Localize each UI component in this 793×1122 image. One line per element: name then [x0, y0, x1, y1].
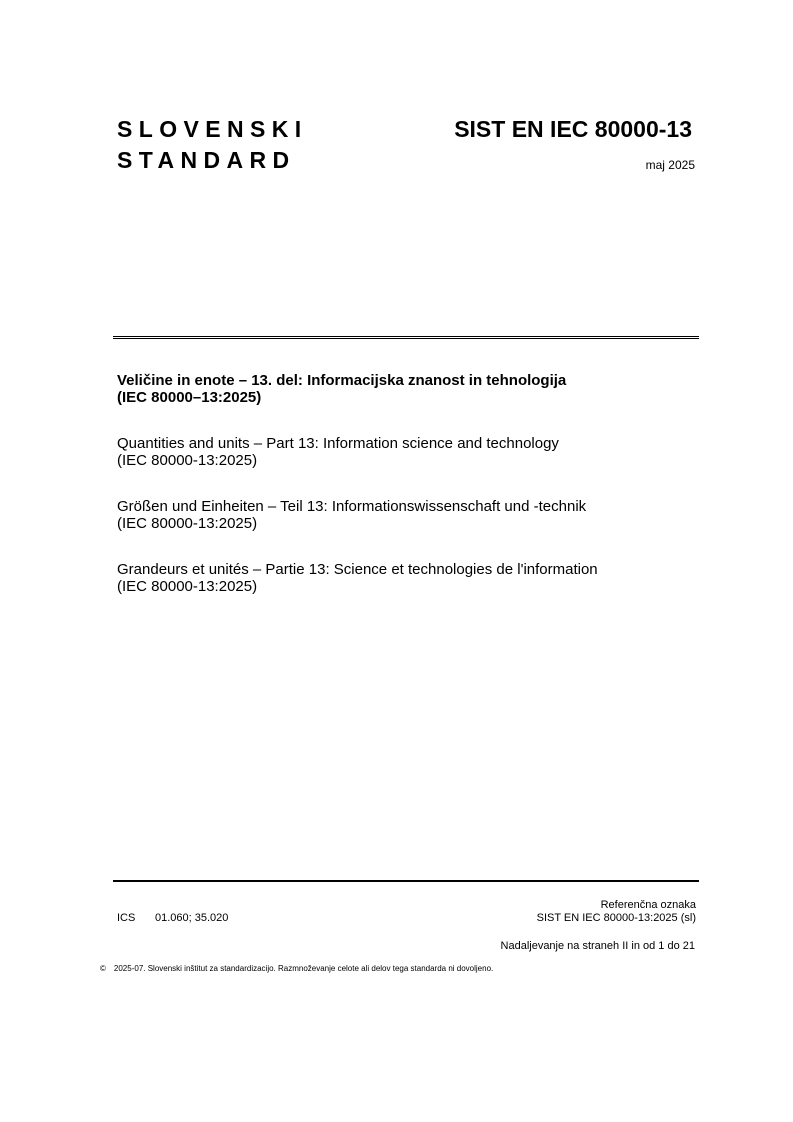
title-slovenian-line-1: Veličine in enote – 13. del: Informacijska znanost in tehnologija — [117, 372, 567, 389]
ics-value: 01.060; 35.020 — [155, 912, 229, 924]
title-slovenian-line-2: (IEC 80000–13:2025) — [117, 389, 262, 406]
ics-label: ICS — [117, 912, 136, 924]
title-german-line-1: Größen und Einheiten – Teil 13: Informationswissenschaft und -technik — [117, 498, 587, 515]
top-divider — [113, 336, 699, 339]
title-french — [117, 561, 717, 595]
title-english-line-2: (IEC 80000-13:2025) — [117, 452, 258, 469]
reference-value: SIST EN IEC 80000-13:2025 (sl) — [536, 912, 696, 924]
brand-line-2: STANDARD — [117, 147, 296, 173]
title-french-line-2: (IEC 80000-13:2025) — [117, 578, 258, 595]
title-german — [117, 498, 717, 532]
copyright-symbol: © — [100, 964, 106, 973]
title-english — [117, 435, 717, 469]
bottom-divider — [113, 880, 699, 882]
publication-date: maj 2025 — [645, 158, 695, 172]
title-slovenian — [117, 372, 717, 406]
brand-heading — [117, 114, 308, 176]
copyright-text: 2025-07. Slovenski inštitut za standardizacijo. Razmnoževanje celote ali delov tega standarda ni dovoljeno. — [113, 964, 494, 973]
title-french-line-1: Grandeurs et unités – Partie 13: Science et technologies de l'information — [117, 561, 598, 578]
title-german-line-2: (IEC 80000-13:2025) — [117, 515, 258, 532]
continuation-note: Nadaljevanje na straneh II in od 1 do 21 — [500, 940, 695, 952]
title-english-line-1: Quantities and units – Part 13: Information science and technology — [117, 435, 559, 452]
reference-label: Referenčna oznaka — [600, 899, 696, 911]
standard-number: SIST EN IEC 80000-13 — [454, 116, 692, 142]
brand-line-1: SLOVENSKI — [117, 116, 308, 142]
copyright-notice — [100, 964, 493, 974]
